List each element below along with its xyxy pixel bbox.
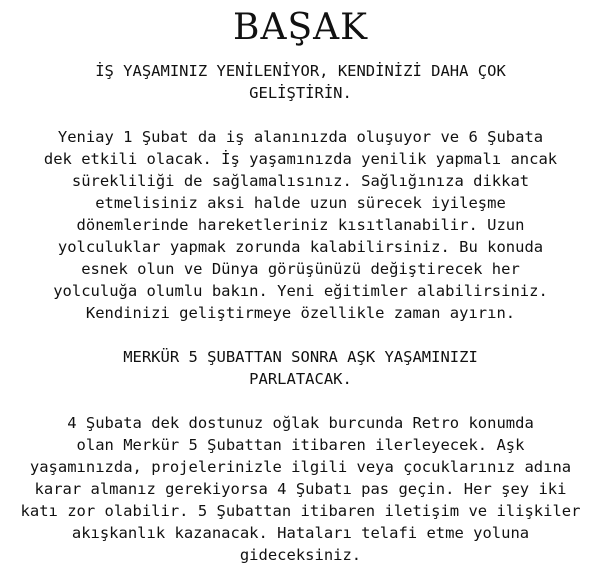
body-line: esnek olun ve Dünya görüşünüzü değiştirecek her xyxy=(81,260,520,278)
body-line: 4 Şubata dek dostunuz oğlak burcunda Retro konumda xyxy=(67,414,534,432)
body-line: katı zor olabilir. 5 Şubattan itibaren iletişim ve ilişkiler xyxy=(20,502,581,520)
spacer xyxy=(18,390,583,412)
section-2-heading xyxy=(18,346,583,390)
section-1-body xyxy=(18,126,583,324)
body-line: karar almanız gerekiyorsa 4 Şubatı pas geçin. Her şey iki xyxy=(34,480,567,498)
body-line: etmelisiniz aksi halde uzun sürecek iyileşme xyxy=(95,194,506,212)
heading-line: PARLATACAK. xyxy=(249,370,352,388)
body-line: yolculuklar yapmak zorunda kalabilirsiniz. Bu konuda xyxy=(57,238,544,256)
section-2-body xyxy=(18,412,583,566)
page-title: BAŞAK xyxy=(232,7,368,48)
body-line: yaşamınızda, projelerinizle ilgili veya çocuklarınız adına xyxy=(29,458,572,476)
spacer xyxy=(18,324,583,346)
body-line: Yeniay 1 Şubat da iş alanınızda oluşuyor ve 6 Şubata xyxy=(57,128,544,146)
heading-line: GELİŞTİRİN. xyxy=(249,84,352,102)
body-line: sürekliliği de sağlamalısınız. Sağlığınıza dikkat xyxy=(71,172,530,190)
body-line: akışkanlık kazanacak. Hataları telafi etme yoluna xyxy=(71,524,530,542)
section-1-heading xyxy=(18,60,583,104)
spacer xyxy=(18,104,583,126)
body-line: yolculuğa olumlu bakın. Yeni eğitimler alabilirsiniz. xyxy=(53,282,548,300)
body-line: dönemlerinde hareketleriniz kısıtlanabilir. Uzun xyxy=(76,216,525,234)
heading-line: İŞ YAŞAMINIZ YENİLENİYOR, KENDİNİZİ DAHA ÇOK xyxy=(95,62,506,80)
body-line: gideceksiniz. xyxy=(239,546,362,564)
heading-line: MERKÜR 5 ŞUBATTAN SONRA AŞK YAŞAMINIZI xyxy=(123,348,478,366)
body-line: dek etkili olacak. İş yaşamınızda yenilik yapmalı ancak xyxy=(43,150,558,168)
body-line: olan Merkür 5 Şubattan itibaren ilerleyecek. Aşk xyxy=(76,436,525,454)
body-line: Kendinizi geliştirmeye özellikle zaman ayırın. xyxy=(85,304,516,322)
